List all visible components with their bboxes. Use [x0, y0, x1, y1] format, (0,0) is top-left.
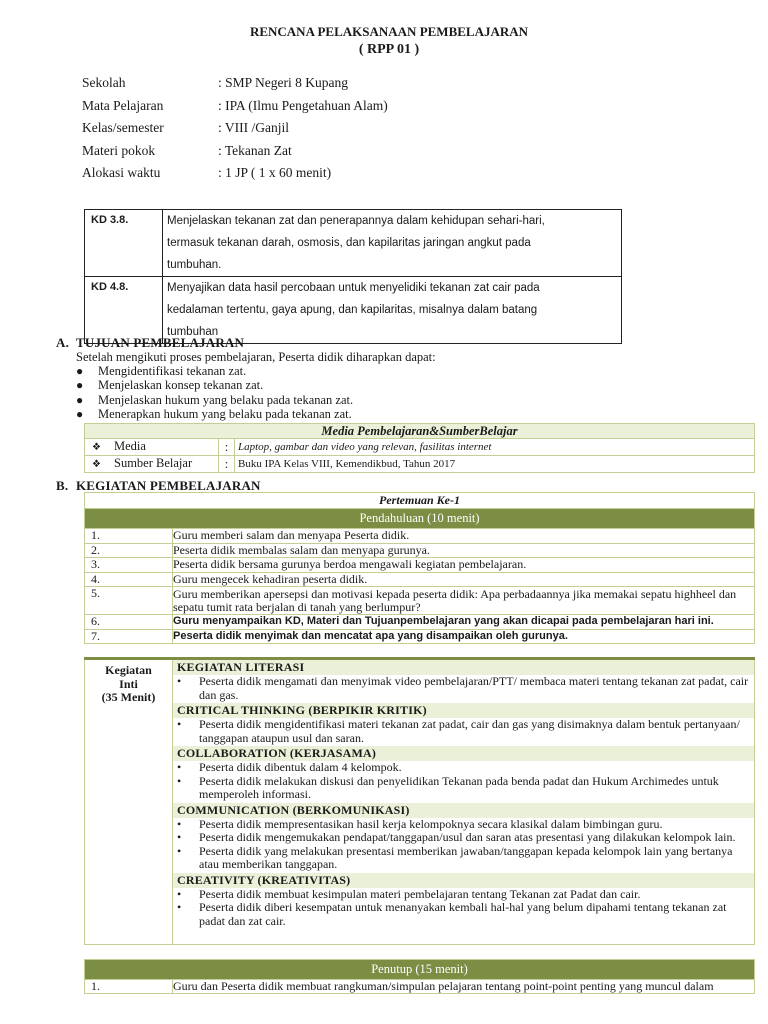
list-item-text: Peserta didik mempresentasikan hasil kerja kelompoknya secara klasikal dalam bimbingan guru.: [199, 816, 663, 831]
media-value: Buku IPA Kelas VIII, Kemendikbud, Tahun 2017: [235, 456, 755, 473]
list-item: [177, 775, 750, 802]
literasi-heading: KEGIATAN LITERASI: [173, 660, 754, 675]
diamond-bullet-icon: ❖: [92, 459, 101, 470]
info-label: Materi pokok: [82, 142, 156, 158]
bullet-icon: ●: [76, 407, 84, 422]
list-item: [76, 408, 353, 423]
info-value: : Tekanan Zat: [218, 142, 292, 158]
section-title: TUJUAN PEMBELAJARAN: [76, 335, 245, 350]
kd-line: termasuk tekanan darah, osmosis, dan kapilaritas jaringan angkut pada: [167, 237, 531, 249]
list-item-text: Peserta didik membuat kesimpulan materi pembelajaran tentang Tekanan zat Padat dan cair.: [199, 886, 641, 901]
info-label: Kelas/semester: [82, 120, 164, 136]
kd-code: KD 4.8.: [85, 277, 163, 344]
media-table: [84, 423, 755, 473]
kd-table: [84, 209, 622, 344]
item-text: Guru dan Peserta didik membuat rangkuman/simpulan pelajaran tentang point-point penting yang muncul dalam: [173, 980, 755, 994]
item-number: 7.: [85, 629, 173, 644]
section-number: B.: [56, 478, 69, 493]
kd-line: tumbuhan: [167, 326, 219, 338]
bullet-icon: •: [177, 773, 182, 788]
bullet-icon: •: [177, 816, 182, 831]
kd-line: kedalaman tertentu, gaya apung, dan kapilaritas, misalnya dalam batang: [167, 304, 538, 316]
bullet-icon: ●: [76, 378, 84, 393]
list-item-text: Menerapkan hukum yang belaku pada tekanan zat.: [98, 407, 352, 422]
pendahuluan-band: Pendahuluan (10 menit): [85, 509, 755, 529]
diamond-bullet-icon: ❖: [92, 442, 101, 453]
creativity-heading: CREATIVITY (KREATIVITAS): [173, 873, 754, 888]
critical-list: [173, 718, 754, 746]
table-row: [85, 529, 755, 544]
info-row: [82, 95, 388, 118]
info-value: : SMP Negeri 8 Kupang: [218, 75, 348, 91]
info-row: [82, 117, 388, 140]
item-number: 4.: [85, 572, 173, 587]
item-number: 6.: [85, 615, 173, 630]
list-item-text: Peserta didik melakukan diskusi dan penyelidikan Tekanan pada benda padat dan Hukum Archimedes untuk memperoleh informasi.: [199, 773, 719, 801]
bullet-icon: •: [177, 830, 182, 844]
list-item-text: Peserta didik yang melakukan presentasi memberikan jawaban/tanggapan kepada kelompok lain yang bertanya atau memberikan tanggapan.: [199, 843, 733, 871]
info-label: Mata Pelajaran: [82, 97, 164, 113]
pertemuan-row: [85, 493, 755, 509]
section-title: KEGIATAN PEMBELAJARAN: [76, 478, 261, 493]
kegiatan-table: [84, 492, 755, 994]
kd-row: [85, 210, 622, 277]
bullet-icon: •: [177, 843, 182, 858]
kd-text: [163, 210, 622, 277]
kd-line: Menyajikan data hasil percobaan untuk menyelidiki tekanan zat cair pada: [167, 282, 540, 294]
kd-row: [85, 277, 622, 344]
bullet-icon: •: [177, 717, 182, 731]
inti-row: [85, 659, 755, 945]
list-item: [76, 364, 353, 379]
list-item: [177, 901, 750, 928]
list-item-text: Menjelaskan hukum yang belaku pada tekanan zat.: [98, 392, 354, 407]
table-row: [85, 558, 755, 573]
media-value: Laptop, gambar dan video yang relevan, fasilitas internet: [235, 439, 755, 456]
tujuan-intro: Setelah mengikuti proses pembelajaran, Peserta didik diharapkan dapat:: [76, 350, 436, 364]
list-item-text: Peserta didik diberi kesempatan untuk menanyakan kembali hal-hal yang belum dipahami tentang tekanan zat padat dan zat cair.: [199, 900, 727, 928]
bullet-icon: •: [177, 760, 182, 774]
inti-label-line: Inti: [119, 676, 138, 691]
item-text: Peserta didik membalas salam dan menyapa gurunya.: [173, 543, 755, 558]
list-item: [76, 393, 353, 408]
list-item-text: Peserta didik dibentuk dalam 4 kelompok.: [199, 760, 402, 774]
media-sep: :: [219, 439, 235, 456]
collaboration-heading: COLLABORATION (KERJASAMA): [173, 746, 754, 761]
list-item-text: Peserta didik mengidentifikasi materi tekanan zat padat, cair dan gas yang disimaknya dalam bentuk pertanyaan/ tanggapan ataupun usul dan saran.: [199, 717, 740, 745]
table-row: [85, 543, 755, 558]
info-value: : IPA (Ilmu Pengetahuan Alam): [218, 97, 388, 113]
list-item: [177, 845, 750, 872]
media-label-cell: [85, 439, 219, 456]
media-header-row: [85, 424, 755, 439]
critical-heading: CRITICAL THINKING (BERPIKIR KRITIK): [173, 703, 754, 718]
collaboration-list: [173, 761, 754, 803]
info-block: [82, 72, 388, 185]
inti-label-line: (35 Menit): [101, 690, 156, 704]
kd-line: tumbuhan.: [167, 259, 222, 271]
communication-heading: COMMUNICATION (BERKOMUNIKASI): [173, 803, 754, 818]
item-text: Guru memberikan apersepsi dan motivasi kepada peserta didik: Apa perbadaannya jika memakai sepatu highheel dan sepatu tumit rata berjalan di tanah yang berlumpur?: [173, 587, 755, 615]
table-row: [85, 629, 755, 644]
section-a-heading: [56, 335, 244, 351]
bullet-icon: ●: [76, 392, 84, 407]
info-row: [82, 72, 388, 95]
media-label: Media: [114, 439, 146, 453]
list-item: [177, 718, 750, 745]
bullet-icon: •: [177, 900, 182, 914]
list-item: [177, 761, 750, 775]
info-label: Sekolah: [82, 75, 126, 91]
table-row: [85, 615, 755, 630]
item-text: Guru memberi salam dan menyapa Peserta didik.: [173, 529, 755, 544]
item-number: 1.: [85, 529, 173, 544]
list-item-text: Menjelaskan konsep tekanan zat.: [98, 378, 264, 393]
kd-line: Menjelaskan tekanan zat dan penerapannya dalam kehidupan sehari-hari,: [167, 215, 545, 227]
item-number: 5.: [85, 587, 173, 615]
tujuan-list: [76, 364, 353, 422]
kd-text: [163, 277, 622, 344]
creativity-list: [173, 888, 754, 945]
info-row: [82, 162, 388, 185]
table-row: [85, 572, 755, 587]
literasi-list: [173, 675, 754, 703]
communication-list: [173, 818, 754, 873]
document-title: RENCANA PELAKSANAAN PEMBELAJARAN: [249, 24, 529, 39]
pendahuluan-band-row: [85, 509, 755, 529]
list-item: [177, 675, 750, 702]
item-text: Guru menyampaikan KD, Materi dan Tujuanpembelajaran yang akan dicapai pada pembelajaran hari ini.: [173, 615, 755, 630]
list-item: [177, 831, 750, 845]
item-number: 1.: [85, 980, 173, 994]
media-label-cell: [85, 456, 219, 473]
item-text: Peserta didik menyimak dan mencatat apa yang disampaikan oleh gurunya.: [173, 629, 755, 644]
info-row: [82, 140, 388, 163]
media-sep: :: [219, 456, 235, 473]
item-number: 2.: [85, 543, 173, 558]
spacer-row: [85, 644, 755, 659]
list-item-text: Peserta didik mengemukakan pendapat/tanggapan/usul dan saran atas presentasi yang dilakukan kelompok lain.: [199, 830, 736, 844]
list-item-text: Mengidentifikasi tekanan zat.: [98, 363, 247, 378]
info-label: Alokasi waktu: [82, 165, 161, 181]
list-item-text: Peserta didik mengamati dan menyimak video pembelajaran/PTT/ membaca materi tentang tekanan zat padat, cair dan gas.: [199, 674, 749, 702]
item-text: Guru mengecek kehadiran peserta didik.: [173, 572, 755, 587]
list-item: [177, 888, 750, 902]
list-item: [177, 818, 750, 832]
table-row: [85, 587, 755, 615]
table-row: [85, 980, 755, 994]
media-row: [85, 456, 755, 473]
spacer-row: [85, 945, 755, 960]
kd-code: KD 3.8.: [85, 210, 163, 277]
item-number: 3.: [85, 558, 173, 573]
inti-content: [173, 659, 755, 945]
penutup-band-row: [85, 960, 755, 980]
bullet-icon: •: [177, 674, 182, 688]
inti-label: [85, 659, 173, 945]
info-value: : VIII /Ganjil: [218, 120, 289, 136]
pertemuan-heading: Pertemuan Ke-1: [85, 493, 755, 509]
document-subtitle: ( RPP 01 ): [358, 42, 420, 57]
bullet-icon: ●: [76, 363, 84, 378]
section-number: A.: [56, 335, 70, 350]
list-item: [76, 379, 353, 394]
media-header: Media Pembelajaran&SumberBelajar: [85, 424, 755, 439]
media-row: [85, 439, 755, 456]
inti-label-line: Kegiatan: [105, 663, 152, 677]
bullet-icon: •: [177, 886, 182, 901]
penutup-band: Penutup (15 menit): [85, 960, 755, 980]
info-value: : 1 JP ( 1 x 60 menit): [218, 165, 332, 181]
item-text: Peserta didik bersama gurunya berdoa mengawali kegiatan pembelajaran.: [173, 558, 755, 573]
media-label: Sumber Belajar: [114, 456, 193, 470]
